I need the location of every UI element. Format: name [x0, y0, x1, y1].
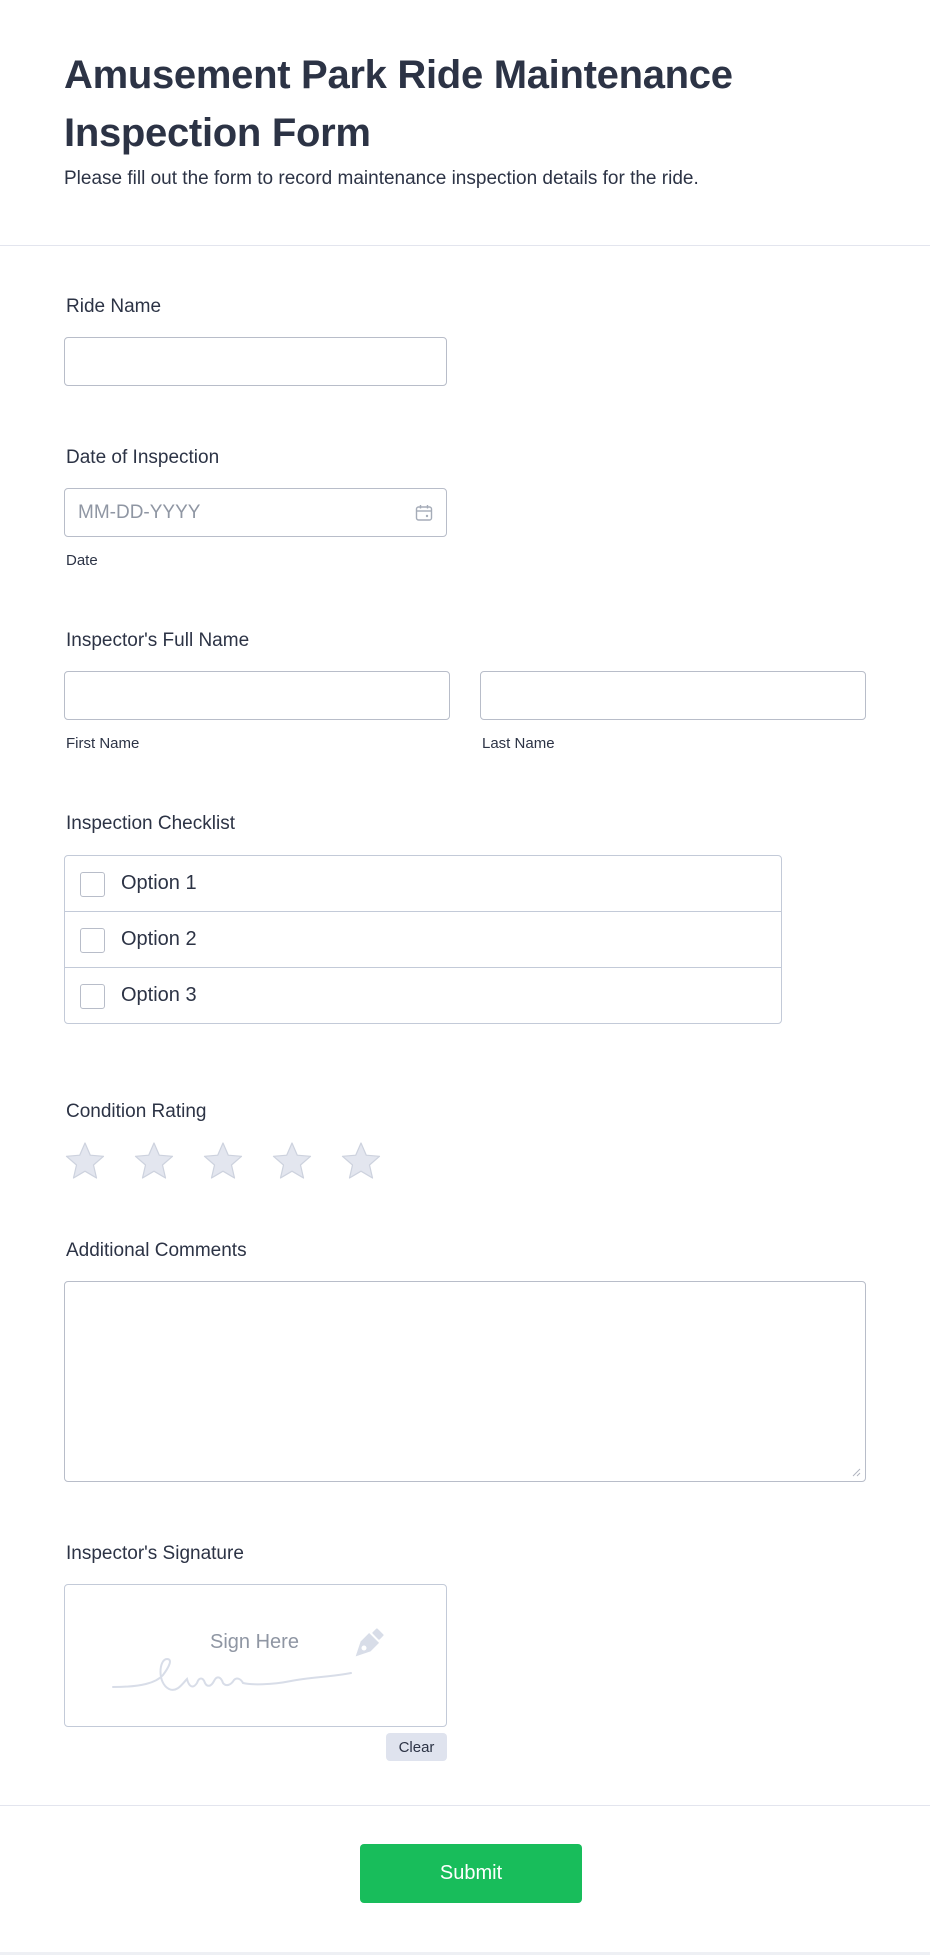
form-title: Amusement Park Ride Maintenance Inspection Form [64, 53, 733, 155]
form-header [0, 0, 930, 246]
checklist-group [64, 855, 782, 1024]
checklist-label: Inspection Checklist [66, 813, 235, 834]
date-input[interactable] [64, 488, 447, 537]
ride-name-input[interactable] [64, 337, 447, 386]
star-icon[interactable] [202, 1140, 244, 1182]
comments-textarea[interactable] [64, 1281, 866, 1482]
ride-name-label: Ride Name [66, 296, 162, 317]
footer-divider [0, 1805, 930, 1806]
checklist-item[interactable] [65, 968, 781, 1024]
resize-handle-icon[interactable] [851, 1467, 861, 1477]
pen-nib-icon [347, 1625, 387, 1665]
date-sublabel: Date [66, 552, 98, 569]
form-subtitle: Please fill out the form to record maintenance inspection details for the ride. [64, 168, 699, 189]
star-icon[interactable] [271, 1140, 313, 1182]
checklist-item[interactable] [65, 856, 781, 912]
checklist-item[interactable] [65, 912, 781, 968]
first-name-input[interactable] [64, 671, 450, 720]
date-label: Date of Inspection [66, 447, 220, 468]
star-icon[interactable] [64, 1140, 106, 1182]
clear-signature-button[interactable]: Clear [386, 1733, 447, 1761]
sign-here-prompt: Sign Here [210, 1631, 299, 1653]
signature-label: Inspector's Signature [66, 1543, 244, 1564]
signature-pad[interactable] [64, 1584, 447, 1727]
checklist-option-label[interactable]: Option 2 [121, 928, 197, 950]
inspector-name-label: Inspector's Full Name [66, 630, 250, 651]
checkbox[interactable] [80, 984, 105, 1009]
star-icon[interactable] [340, 1140, 382, 1182]
calendar-icon[interactable] [414, 503, 434, 523]
star-icon[interactable] [133, 1140, 175, 1182]
checkbox[interactable] [80, 928, 105, 953]
comments-label: Additional Comments [66, 1240, 247, 1261]
first-name-sublabel: First Name [66, 735, 140, 752]
date-placeholder: MM-DD-YYYY [78, 502, 201, 523]
submit-button[interactable]: Submit [360, 1844, 582, 1903]
checkbox[interactable] [80, 872, 105, 897]
checklist-option-label[interactable]: Option 1 [121, 872, 197, 894]
last-name-input[interactable] [480, 671, 866, 720]
last-name-sublabel: Last Name [482, 735, 555, 752]
rating-label: Condition Rating [66, 1101, 207, 1122]
checklist-option-label[interactable]: Option 3 [121, 984, 197, 1006]
